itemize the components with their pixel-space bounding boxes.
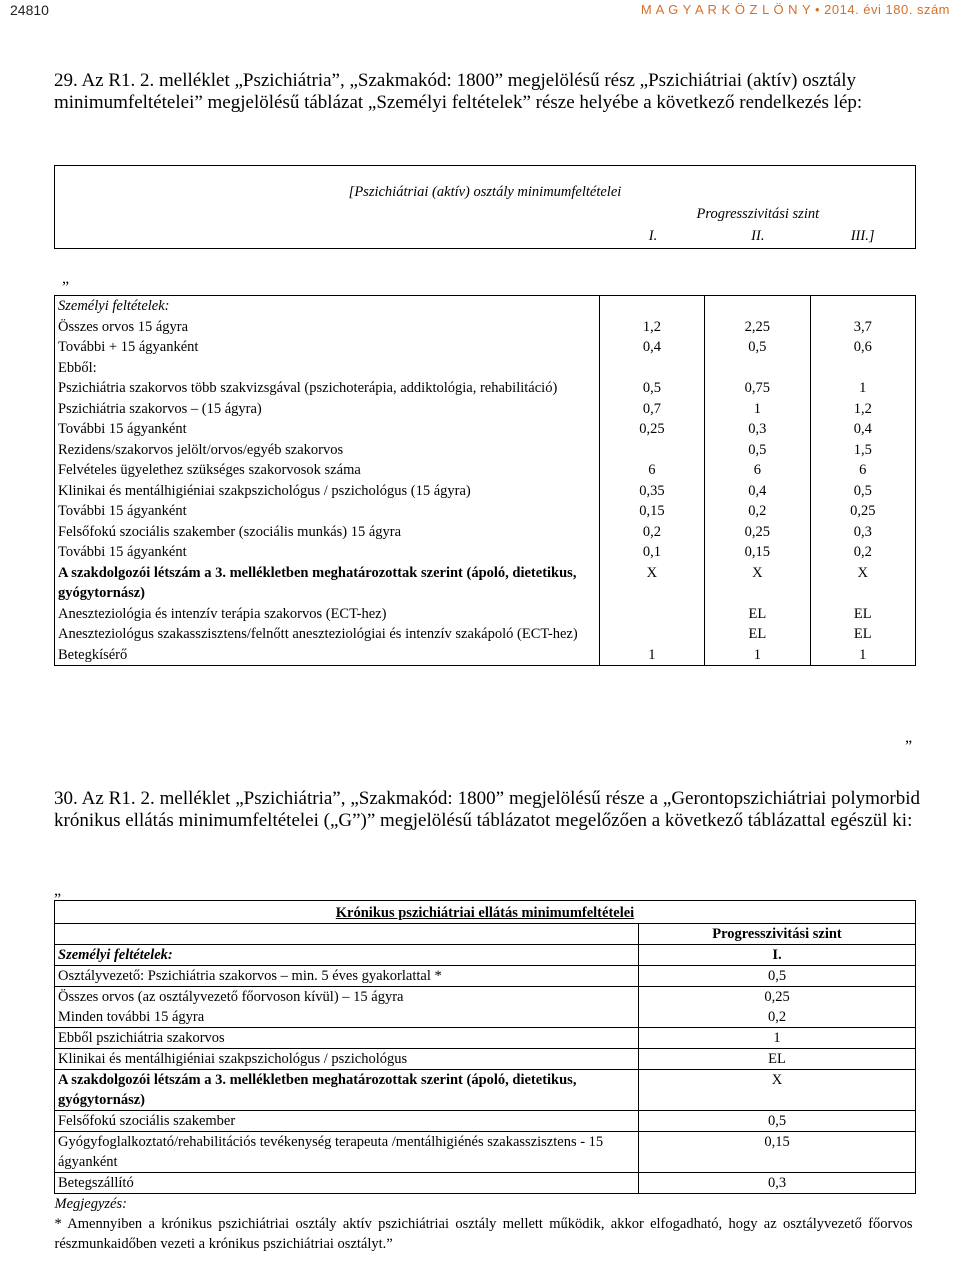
table1-row-value-2: 2,25 0,5: [705, 317, 810, 358]
table1-title: [Pszichiátriai (aktív) osztály minimumfeltételei: [348, 184, 622, 200]
table2-row-label: Klinikai és mentálhigiéniai szakpszichológus / pszichológus: [55, 1049, 639, 1070]
table1-row-label: Aneszteziológia és intenzív terápia szakorvos (ECT-hez): [55, 604, 600, 625]
table2-open-quote: „: [54, 882, 62, 899]
table2-note-label: Megjegyzés:: [54, 1196, 127, 1212]
table2-row-value: 0,5: [639, 1111, 916, 1132]
table1-row: [55, 399, 916, 440]
table1-level-1: I.: [648, 228, 658, 244]
table2-note-text: * Amennyiben a krónikus pszichiátriai osztály aktív pszichiátriai osztály mellett működik, akkor elfogadható, hogy az osztályvezető főorvos részmunkaidőben vezeti a krónikus pszichiátriai osztályt.”: [54, 1216, 913, 1252]
table1-row-value-1: [599, 440, 704, 461]
table1-row-label: Ebből:: [55, 358, 600, 379]
table1-row: [55, 563, 916, 604]
table1-row-label: Felvételes ügyelethez szükséges szakorvosok száma: [55, 460, 600, 481]
table1-row-value-1: [599, 604, 704, 625]
table1-row-value-1: 6: [599, 460, 704, 481]
table1-row-value-2: X: [705, 563, 810, 604]
table1-row-value-3: [810, 358, 915, 379]
table2-row-label: Ebből pszichiátria szakorvos: [55, 1028, 639, 1049]
table1-row-value-3: 1,5: [810, 440, 915, 461]
table1-row: [55, 624, 916, 645]
table2-row: [55, 1132, 916, 1173]
section-29-text: 29. Az R1. 2. melléklet „Pszichiátria”, „Szakmakód: 1800” megjelölésű rész „Pszichiátriai (aktív) osztály minimumfeltételei” megjelölésű táblázat „Személyi feltételek” része helyébe a következő rendelkezés lép:: [54, 70, 863, 113]
table1-row-value-1: 0,35 0,15: [599, 481, 704, 522]
table1-row-value-1: X: [599, 563, 704, 604]
table1-row-value-3: 1,2 0,4: [810, 399, 915, 440]
table1-row: [55, 645, 916, 666]
table1-row-label: Rezidens/szakorvos jelölt/orvos/egyéb szakorvos: [55, 440, 600, 461]
table1-row-value-3: 1: [810, 378, 915, 399]
table1-row-value-1: 1: [599, 645, 704, 666]
table1-row-value-1: [599, 624, 704, 645]
table2-row: [55, 1070, 916, 1111]
table1-level-2: II.: [751, 228, 765, 244]
table2-row: [55, 1049, 916, 1070]
table1-row-label: Pszichiátria szakorvos több szakvizsgával (pszichoterápia, addiktológia, rehabilitáció): [55, 378, 600, 399]
table1-row-label: A szakdolgozói létszám a 3. mellékletben meghatározottak szerint (ápoló, dietetikus, gyógytornász): [55, 563, 600, 604]
table1-row-label: Klinikai és mentálhigiéniai szakpszichológus / pszichológus (15 ágyra) További 15 ágyanként: [55, 481, 600, 522]
table2-row-label: Gyógyfoglalkoztató/rehabilitációs tevékenység terapeuta /mentálhigiénés szakasszisztens - 15 ágyanként: [55, 1132, 639, 1173]
table1-level-header: Progresszivitási szint: [696, 206, 820, 222]
table1-row-value-1: 0,5: [599, 378, 704, 399]
table2-row-value: X: [639, 1070, 916, 1111]
table2-row-label: Betegszállító: [55, 1173, 639, 1194]
table2-row-value: 0,3: [639, 1173, 916, 1194]
table1-row-value-1: 0,2 0,1: [599, 522, 704, 563]
table1-level-3: III.]: [850, 228, 875, 244]
table1-row-value-3: X: [810, 563, 915, 604]
table1-row-value-2: 0,75: [705, 378, 810, 399]
table1-row: [55, 358, 916, 379]
table2-title: Krónikus pszichiátriai ellátás minimumfeltételei: [55, 901, 916, 924]
section-30-text: 30. Az R1. 2. melléklet „Pszichiátria”, „Szakmakód: 1800” megjelölésű része a „Gerontopszichiátriai polymorbid krónikus ellátás minimumfeltételei („G”)” megjelölésű táblázatot megelőzően a következő táblázattal egészül ki:: [54, 788, 920, 831]
table1-row-value-3: EL: [810, 624, 915, 645]
table1-section-label: Személyi feltételek:: [55, 296, 600, 317]
table2-row: [55, 1173, 916, 1194]
table1-row: [55, 440, 916, 461]
table2-level: I.: [639, 945, 916, 966]
table1-row-value-2: 1 0,3: [705, 399, 810, 440]
table1-row-label: Betegkísérő: [55, 645, 600, 666]
table1-row: [55, 604, 916, 625]
table1-row-value-2: 0,5: [705, 440, 810, 461]
table2-row-label: Felsőfokú szociális szakember: [55, 1111, 639, 1132]
table1-row-value-2: [705, 358, 810, 379]
table2-row-value: 0,25 0,2: [639, 987, 916, 1028]
table1-header: [54, 165, 916, 249]
table1-row-value-2: 1: [705, 645, 810, 666]
page-number: 24810: [10, 2, 49, 18]
table1-row-value-2: 0,4 0,2: [705, 481, 810, 522]
table2-row: [55, 1028, 916, 1049]
table2: [54, 900, 916, 1254]
table1-row-value-2: EL: [705, 604, 810, 625]
table1-row-value-3: 1: [810, 645, 915, 666]
table1-row-value-1: 1,2 0,4: [599, 317, 704, 358]
table2-row: [55, 966, 916, 987]
table1-row: [55, 317, 916, 358]
table1-row-label: Összes orvos 15 ágyra További + 15 ágyanként: [55, 317, 600, 358]
table1-row: [55, 522, 916, 563]
table1-row: [55, 460, 916, 481]
table2-row-value: 0,15: [639, 1132, 916, 1173]
table1-row: [55, 378, 916, 399]
journal-header: M A G Y A R K Ö Z L Ö N Y • 2014. évi 180. szám: [640, 2, 950, 17]
table2-row: [55, 987, 916, 1028]
table1-row-value-2: 6: [705, 460, 810, 481]
table1-close-quote: ”: [905, 738, 913, 755]
table1-row-value-3: 0,3 0,2: [810, 522, 915, 563]
table2-row-value: 0,5: [639, 966, 916, 987]
table1-row-value-1: 0,7 0,25: [599, 399, 704, 440]
table2-row-label: A szakdolgozói létszám a 3. mellékletben meghatározottak szerint (ápoló, dietetikus, gyógytornász): [55, 1070, 639, 1111]
table1-row-value-3: EL: [810, 604, 915, 625]
table2-section-label: Személyi feltételek:: [55, 945, 639, 966]
table1-row-value-3: 6: [810, 460, 915, 481]
table1-row-value-3: 3,7 0,6: [810, 317, 915, 358]
table1-row-value-3: 0,5 0,25: [810, 481, 915, 522]
table1-row-label: Aneszteziológus szakasszisztens/felnőtt aneszteziológiai és intenzív szakápoló (ECT-hez): [55, 624, 600, 645]
table1-row-value-2: EL: [705, 624, 810, 645]
table1-row-label: Felsőfokú szociális szakember (szociális munkás) 15 ágyra További 15 ágyanként: [55, 522, 600, 563]
table1-row-value-1: [599, 358, 704, 379]
table1: [54, 295, 916, 666]
table1-row: [55, 481, 916, 522]
table2-level-header: Progresszivitási szint: [639, 924, 916, 945]
table1-row-value-2: 0,25 0,15: [705, 522, 810, 563]
table2-row: [55, 1111, 916, 1132]
table1-row-label: Pszichiátria szakorvos – (15 ágyra) További 15 ágyanként: [55, 399, 600, 440]
table1-open-quote: „: [62, 270, 70, 287]
table2-row-value: EL: [639, 1049, 916, 1070]
table2-row-label: Osztályvezető: Pszichiátria szakorvos – min. 5 éves gyakorlattal *: [55, 966, 639, 987]
table2-row-value: 1: [639, 1028, 916, 1049]
table2-row-label: Összes orvos (az osztályvezető főorvoson kívül) – 15 ágyra Minden további 15 ágyra: [55, 987, 639, 1028]
